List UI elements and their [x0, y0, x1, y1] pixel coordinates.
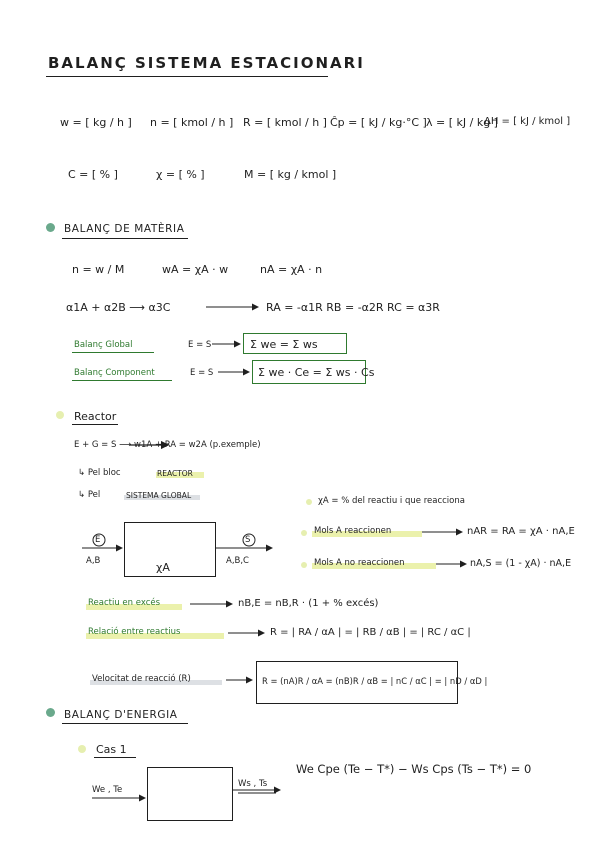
out-marker: S [245, 535, 251, 545]
excess-label: Reactiu en excés [88, 598, 161, 608]
unit-R: R = [ kmol / h ] [243, 116, 327, 129]
unit-chi: χ = [ % ] [156, 168, 205, 181]
reactor-block-label: χA [156, 561, 170, 574]
reactor-eq: E + G = S ⟶ w1A + RA = w2A (p.exemple) [74, 440, 261, 450]
global-tag: SISTEMA GLOBAL [126, 491, 192, 500]
page-title: BALANÇ SISTEMA ESTACIONARI [48, 54, 365, 72]
in-stream-label: A,B [86, 556, 101, 566]
in-marker: E [95, 535, 101, 545]
unit-lambda: λ = [ kJ / kg ] [426, 116, 498, 129]
rate-eq: R = (nA)R / αA = (nB)R / αB = | nC / αC | = | nD / αD | [262, 676, 488, 686]
noreact-eq: nA,S = (1 - χA) · nA,E [470, 558, 572, 569]
component-label: Balanç Component [74, 368, 155, 378]
unit-cp: Ĉp = [ kJ / kg·°C ] [330, 116, 427, 129]
ratio-label: Relació entre reactius [88, 627, 181, 637]
ratio-eq: R = | RA / αA | = | RB / αB | = | RC / αC | [270, 627, 471, 638]
global-label: Balanç Global [74, 340, 133, 350]
eq-wa: wA = χA · w [162, 263, 229, 276]
eq-rates: RA = -α1R RB = -α2R RC = α3R [266, 301, 440, 314]
energy-eq: We Cpe (Te − T*) − Ws Cps (Ts − T*) = 0 [296, 762, 532, 776]
rate-label: Velocitat de reacció (R) [92, 674, 191, 684]
unit-w: w = [ kg / h ] [60, 116, 132, 129]
unit-n: n = [ kmol / h ] [150, 116, 234, 129]
bloc-prefix: ↳ Pel bloc [78, 468, 121, 478]
excess-eq: nB,E = nB,R · (1 + % excés) [238, 598, 379, 609]
global-es: E = S [188, 340, 212, 350]
chi-definition: χA = % del reactiu i que reacciona [318, 496, 465, 506]
out-marker-circle [243, 534, 255, 546]
heading-materia: BALANÇ DE MATÈRIA [64, 223, 185, 235]
energy-out-label: Ws , Ts [238, 779, 268, 789]
out-stream-label: A,B,C [226, 556, 249, 566]
global-eq: Σ we = Σ ws [250, 338, 318, 351]
react-label: Mols A reaccionen [314, 526, 392, 536]
global-prefix: ↳ Pel [78, 490, 101, 500]
unit-dH: ΔH = [ kJ / kmol ] [484, 116, 571, 127]
noreact-label: Mols A no reaccionen [314, 558, 405, 568]
bloc-tag: REACTOR [157, 469, 193, 478]
unit-C: C = [ % ] [68, 168, 118, 181]
eq-reaction: α1A + α2B ⟶ α3C [66, 301, 171, 314]
energy-in-label: We , Te [92, 785, 123, 795]
heading-energia: BALANÇ D'ENERGIA [64, 709, 178, 721]
eq-n: n = w / M [72, 263, 125, 276]
eq-na: nA = χA · n [260, 263, 323, 276]
case-label: Cas 1 [96, 743, 127, 756]
component-es: E = S [190, 368, 214, 378]
unit-M: M = [ kg / kmol ] [244, 168, 337, 181]
heading-reactor: Reactor [74, 410, 117, 423]
component-eq: Σ we · Ce = Σ ws · Cs [258, 366, 375, 379]
in-marker-circle [93, 534, 105, 546]
react-eq: nAR = RA = χA · nA,E [467, 526, 575, 537]
